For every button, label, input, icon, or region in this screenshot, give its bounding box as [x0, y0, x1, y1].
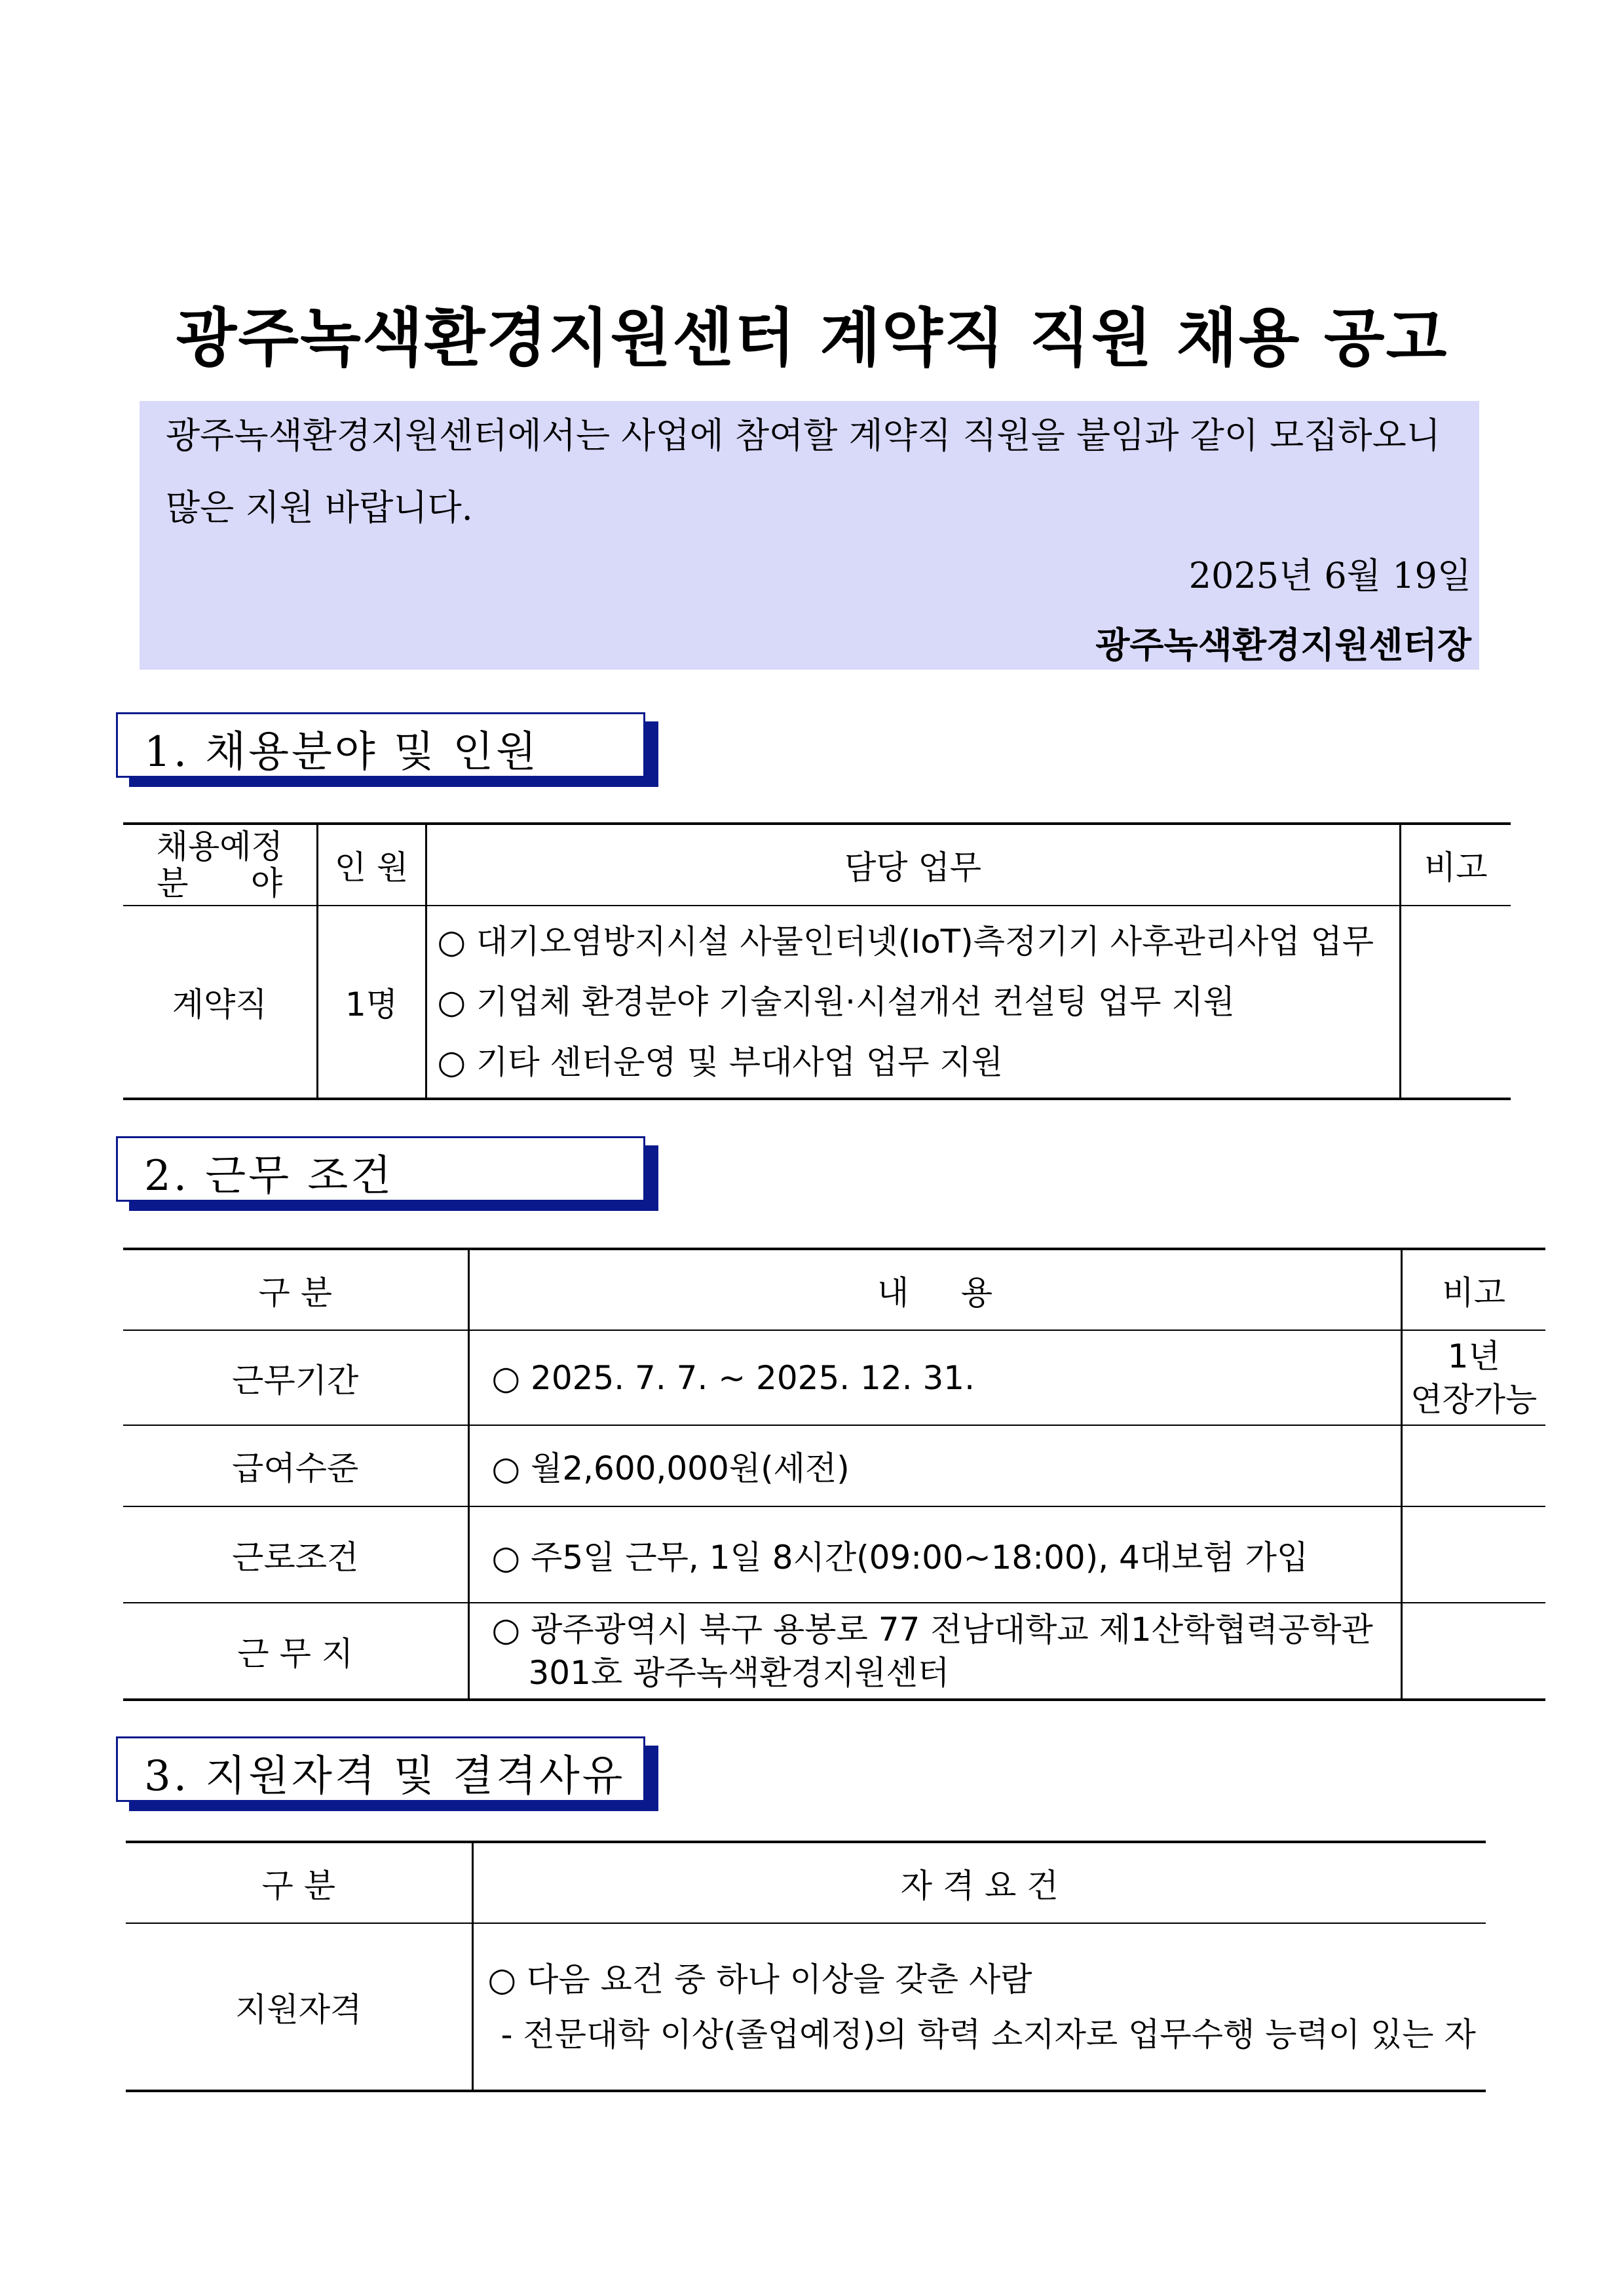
header-content: 내 용: [468, 1249, 1401, 1330]
cell-field: 계약직: [123, 906, 317, 1099]
section-1-heading: [116, 712, 645, 778]
cell-count: 1명: [317, 906, 426, 1099]
row-salary: [123, 1425, 1545, 1506]
cell-category: 지원자격: [126, 1923, 472, 2091]
intro-text-line-2: 많은 지원 바랍니다.: [166, 487, 473, 528]
header-field: [123, 824, 317, 906]
section-3-heading-text: 3. 지원자격 및 결격사유: [144, 1752, 626, 1801]
content-line-2: 301호 광주녹색환경지원센터: [528, 1653, 950, 1692]
cell-content: ○ 월2,600,000원(세전): [468, 1425, 1401, 1506]
duty-item: ○ 기업체 환경분야 기술지원·시설개선 컨설팅 업무 지원: [437, 983, 1235, 1021]
section-3-heading-box: [116, 1736, 645, 1802]
header-duties: 담당 업무: [426, 824, 1400, 906]
header-category: 구 분: [123, 1249, 468, 1330]
duty-item: ○ 기타 센터운영 및 부대사업 업무 지원: [437, 1043, 1003, 1081]
row-working-conditions: [123, 1506, 1545, 1603]
section-2-heading-box: [116, 1136, 645, 1202]
document-title: 광주녹색환경지원센터 계약직 직원 채용 공고: [176, 301, 1448, 375]
section-1-header-row: [123, 824, 1511, 906]
section-2-heading-text: 2. 근무 조건: [144, 1152, 394, 1200]
cell-duties: [426, 906, 1400, 1099]
duty-item: ○ 대기오염방지시설 사물인터넷(IoT)측정기기 사후관리사업 업무: [437, 923, 1374, 961]
cell-note: [1400, 906, 1511, 1099]
section-1-heading-text: 1. 채용분야 및 인원: [144, 728, 539, 776]
header-field-line-2: 분 야: [157, 864, 283, 902]
cell-content: [468, 1603, 1401, 1700]
cell-category: 급여수준: [123, 1425, 468, 1506]
section-2-table: [123, 1248, 1545, 1701]
note-line-1: 1년: [1447, 1337, 1500, 1375]
intro-box: [140, 401, 1479, 670]
section-1-data-row: [123, 906, 1511, 1099]
cell-note: [1401, 1506, 1545, 1603]
cell-category: 근로조건: [123, 1506, 468, 1603]
cell-category: 근 무 지: [123, 1603, 468, 1700]
section-2-header-row: [123, 1249, 1545, 1330]
section-1-heading-box: [116, 712, 645, 778]
section-2-heading: [116, 1136, 645, 1202]
header-requirement: 자 격 요 건: [472, 1842, 1486, 1923]
content-line-1: ○ 광주광역시 북구 용봉로 77 전남대학교 제1산학협력공학관: [491, 1610, 1373, 1649]
requirement-line-2: - 전문대학 이상(졸업예정)의 학력 소지자로 업무수행 능력이 있는 자: [500, 2015, 1476, 2054]
header-category: 구 분: [126, 1842, 472, 1923]
row-work-period: [123, 1330, 1545, 1425]
section-3-table: [126, 1841, 1486, 2092]
row-qualification: [126, 1923, 1486, 2091]
header-field-line-1: 채용예정: [156, 828, 283, 866]
cell-note: [1401, 1425, 1545, 1506]
cell-content: ○ 2025. 7. 7. ~ 2025. 12. 31.: [468, 1330, 1401, 1425]
announcement-date: 2025년 6월 19일: [1188, 555, 1471, 596]
intro-text-line-1: 광주녹색환경지원센터에서는 사업에 참여할 계약직 직원을 붙임과 같이 모집하오니: [166, 415, 1441, 456]
header-note: 비고: [1400, 824, 1511, 906]
section-3-header-row: [126, 1842, 1486, 1923]
section-1-table: [123, 822, 1511, 1100]
announcement-signature: 광주녹색환경지원센터장: [1095, 624, 1471, 666]
cell-category: 근무기간: [123, 1330, 468, 1425]
cell-note: [1401, 1330, 1545, 1425]
cell-content: ○ 주5일 근무, 1일 8시간(09:00~18:00), 4대보험 가입: [468, 1506, 1401, 1603]
note-line-2: 연장가능: [1410, 1380, 1538, 1419]
header-count: 인 원: [317, 824, 426, 906]
cell-note: [1401, 1603, 1545, 1700]
cell-requirement: [472, 1923, 1486, 2091]
row-work-location: [123, 1603, 1545, 1700]
requirement-line-1: ○ 다음 요건 중 하나 이상을 갖춘 사람: [487, 1960, 1032, 1999]
header-note: 비고: [1401, 1249, 1545, 1330]
section-3-heading: [116, 1736, 645, 1802]
